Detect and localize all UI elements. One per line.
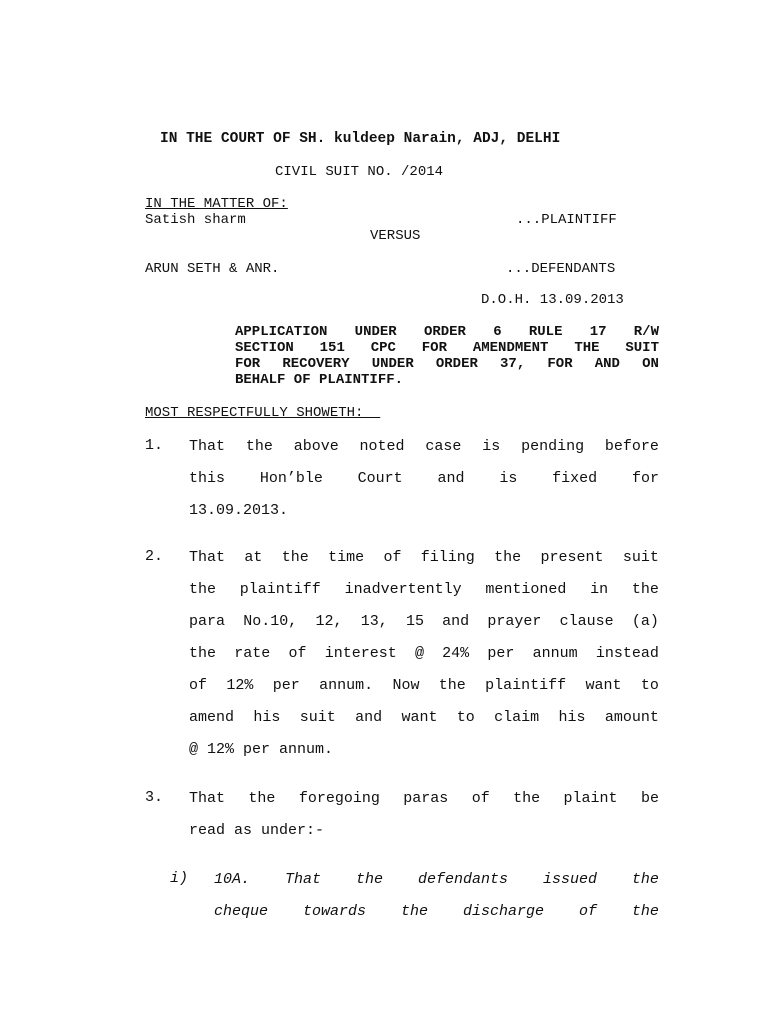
showeth-heading: MOST RESPECTFULLY SHOWETH:: [145, 405, 364, 421]
sub-item-line: 10A. That the defendants issued the: [214, 871, 659, 888]
application-line: FOR RECOVERY UNDER ORDER 37, FOR AND ON: [235, 356, 659, 372]
date-of-hearing: D.O.H. 13.09.2013: [481, 292, 624, 308]
versus-label: VERSUS: [370, 228, 421, 244]
paragraph-2-line: the rate of interest @ 24% per annum instead: [189, 645, 659, 662]
application-line: APPLICATION UNDER ORDER 6 RULE 17 R/W: [235, 324, 659, 340]
paragraph-2-line: amend his suit and want to claim his amount: [189, 709, 659, 726]
court-title: IN THE COURT OF SH. kuldeep Narain, ADJ, DELHI: [160, 131, 561, 147]
paragraph-2-line: para No.10, 12, 13, 15 and prayer clause (a): [189, 613, 659, 630]
plaintiff-role: ...PLAINTIFF: [516, 212, 617, 228]
paragraph-2-line: That at the time of filing the present suit: [189, 549, 659, 566]
matter-of-heading: IN THE MATTER OF:: [145, 196, 288, 212]
application-heading: [235, 324, 659, 388]
paragraph-1-number: 1.: [145, 437, 164, 454]
paragraph-2-line: of 12% per annum. Now the plaintiff want to: [189, 677, 659, 694]
plaintiff-name: Satish sharm: [145, 212, 246, 228]
paragraph-3-line: That the foregoing paras of the plaint be: [189, 790, 659, 807]
paragraph-1-line: That the above noted case is pending before: [189, 438, 659, 455]
application-line: BEHALF OF PLAINTIFF.: [235, 372, 404, 388]
sub-item-number: i): [170, 870, 189, 887]
paragraph-3-number: 3.: [145, 789, 164, 806]
defendant-name: ARUN SETH & ANR.: [145, 261, 280, 277]
paragraph-1-line: this Hon’ble Court and is fixed for: [189, 470, 659, 487]
defendant-role: ...DEFENDANTS: [506, 261, 616, 277]
paragraph-2-line: @ 12% per annum.: [189, 741, 334, 758]
paragraph-2-line: the plaintiff inadvertently mentioned in the: [189, 581, 659, 598]
suit-number: CIVIL SUIT NO. /2014: [275, 164, 444, 180]
paragraph-3-line: read as under:-: [189, 822, 325, 839]
sub-item-line: cheque towards the discharge of the: [214, 903, 659, 920]
paragraph-2-number: 2.: [145, 548, 164, 565]
application-line: SECTION 151 CPC FOR AMENDMENT THE SUIT: [235, 340, 659, 356]
paragraph-1-line: 13.09.2013.: [189, 502, 289, 519]
